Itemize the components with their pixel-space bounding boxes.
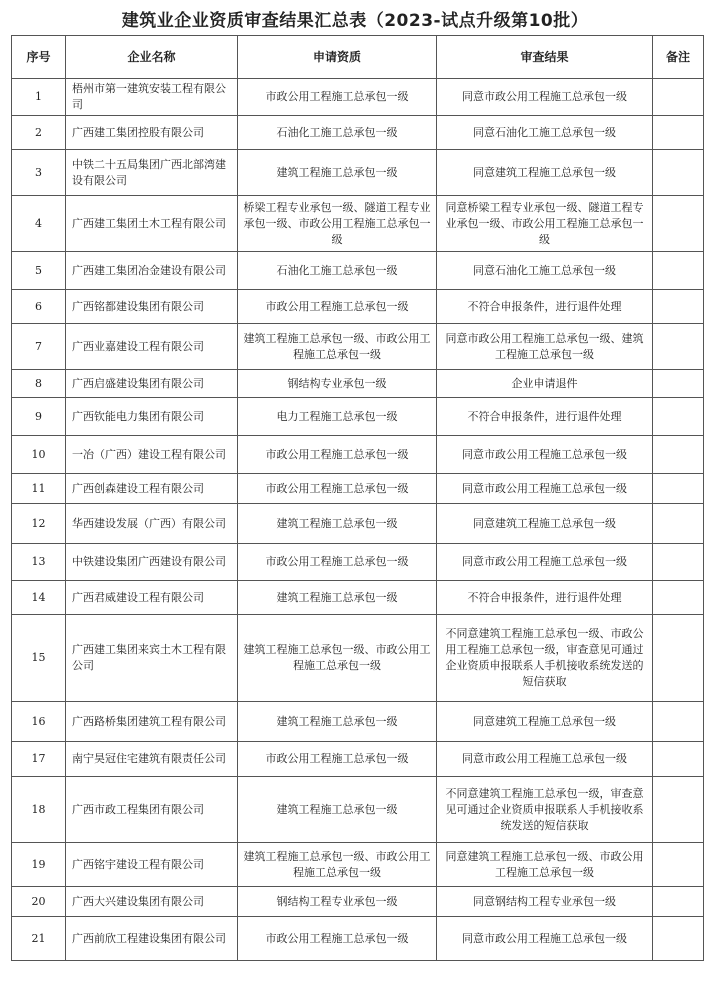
review-result-cell: 同意市政公用工程施工总承包一级: [437, 544, 653, 581]
remark-cell: [653, 324, 704, 370]
serial-cell: 2: [12, 116, 66, 150]
company-name-cell: 广西铭都建设集团有限公司: [66, 290, 238, 324]
table-row: [12, 917, 704, 961]
serial-cell: 13: [12, 544, 66, 581]
review-result-cell: 不同意建筑工程施工总承包一级，审查意见可通过企业资质申报联系人手机接收系统发送的短信获取: [437, 777, 653, 843]
serial-cell: 16: [12, 702, 66, 742]
serial-cell: 7: [12, 324, 66, 370]
remark-cell: [653, 436, 704, 474]
table-row: [12, 196, 704, 252]
table-row: [12, 742, 704, 777]
applied-qualification-cell: 桥梁工程专业承包一级、隧道工程专业承包一级、市政公用工程施工总承包一级: [238, 196, 437, 252]
table-row: [12, 544, 704, 581]
remark-cell: [653, 702, 704, 742]
applied-qualification-cell: 建筑工程施工总承包一级: [238, 504, 437, 544]
company-name-cell: 梧州市第一建筑安装工程有限公司: [66, 79, 238, 116]
table-body: [12, 79, 704, 961]
applied-qualification-cell: 电力工程施工总承包一级: [238, 398, 437, 436]
serial-cell: 20: [12, 887, 66, 917]
remark-cell: [653, 252, 704, 290]
review-result-cell: 不符合申报条件，进行退件处理: [437, 290, 653, 324]
company-name-cell: 广西建工集团来宾土木工程有限公司: [66, 615, 238, 702]
review-result-cell: 同意桥梁工程专业承包一级、隧道工程专业承包一级、市政公用工程施工总承包一级: [437, 196, 653, 252]
serial-cell: 15: [12, 615, 66, 702]
remark-cell: [653, 742, 704, 777]
applied-qualification-cell: 建筑工程施工总承包一级: [238, 150, 437, 196]
remark-cell: [653, 544, 704, 581]
serial-cell: 12: [12, 504, 66, 544]
company-name-cell: 广西业嘉建设工程有限公司: [66, 324, 238, 370]
review-result-cell: 同意市政公用工程施工总承包一级、建筑工程施工总承包一级: [437, 324, 653, 370]
remark-cell: [653, 370, 704, 398]
applied-qualification-cell: 市政公用工程施工总承包一级: [238, 436, 437, 474]
table-row: [12, 843, 704, 887]
company-name-cell: 中铁二十五局集团广西北部湾建设有限公司: [66, 150, 238, 196]
applied-qualification-cell: 建筑工程施工总承包一级、市政公用工程施工总承包一级: [238, 843, 437, 887]
company-name-cell: 广西建工集团土木工程有限公司: [66, 196, 238, 252]
review-result-cell: 同意石油化工施工总承包一级: [437, 116, 653, 150]
serial-cell: 8: [12, 370, 66, 398]
review-result-cell: 不符合申报条件，进行退件处理: [437, 398, 653, 436]
table-row: [12, 777, 704, 843]
review-result-cell: 同意市政公用工程施工总承包一级: [437, 474, 653, 504]
applied-qualification-cell: 建筑工程施工总承包一级: [238, 777, 437, 843]
review-result-cell: 同意石油化工施工总承包一级: [437, 252, 653, 290]
table-row: [12, 504, 704, 544]
remark-cell: [653, 917, 704, 961]
header-serial: 序号: [12, 36, 66, 79]
table-header-row: [12, 36, 704, 79]
review-result-cell: 同意建筑工程施工总承包一级、市政公用工程施工总承包一级: [437, 843, 653, 887]
remark-cell: [653, 290, 704, 324]
review-result-cell: 同意市政公用工程施工总承包一级: [437, 79, 653, 116]
review-result-cell: 同意建筑工程施工总承包一级: [437, 702, 653, 742]
company-name-cell: 广西大兴建设集团有限公司: [66, 887, 238, 917]
company-name-cell: 南宁昊冠住宅建筑有限责任公司: [66, 742, 238, 777]
company-name-cell: 广西创森建设工程有限公司: [66, 474, 238, 504]
remark-cell: [653, 474, 704, 504]
serial-cell: 6: [12, 290, 66, 324]
remark-cell: [653, 398, 704, 436]
remark-cell: [653, 777, 704, 843]
table-row: [12, 398, 704, 436]
results-table: [11, 35, 704, 961]
serial-cell: 3: [12, 150, 66, 196]
serial-cell: 14: [12, 581, 66, 615]
table-row: [12, 150, 704, 196]
table-row: [12, 324, 704, 370]
table-row: [12, 436, 704, 474]
company-name-cell: 广西铭宇建设工程有限公司: [66, 843, 238, 887]
review-result-cell: 不符合申报条件，进行退件处理: [437, 581, 653, 615]
applied-qualification-cell: 钢结构工程专业承包一级: [238, 887, 437, 917]
review-result-cell: 同意钢结构工程专业承包一级: [437, 887, 653, 917]
table-row: [12, 581, 704, 615]
table-row: [12, 79, 704, 116]
applied-qualification-cell: 建筑工程施工总承包一级、市政公用工程施工总承包一级: [238, 615, 437, 702]
applied-qualification-cell: 市政公用工程施工总承包一级: [238, 544, 437, 581]
review-result-cell: 同意建筑工程施工总承包一级: [437, 504, 653, 544]
header-apply: 申请资质: [238, 36, 437, 79]
applied-qualification-cell: 钢结构专业承包一级: [238, 370, 437, 398]
serial-cell: 17: [12, 742, 66, 777]
company-name-cell: 广西建工集团冶金建设有限公司: [66, 252, 238, 290]
applied-qualification-cell: 市政公用工程施工总承包一级: [238, 474, 437, 504]
table-row: [12, 290, 704, 324]
applied-qualification-cell: 市政公用工程施工总承包一级: [238, 742, 437, 777]
company-name-cell: 广西建工集团控股有限公司: [66, 116, 238, 150]
review-result-cell: 同意建筑工程施工总承包一级: [437, 150, 653, 196]
serial-cell: 1: [12, 79, 66, 116]
table-row: [12, 887, 704, 917]
table-row: [12, 702, 704, 742]
header-note: 备注: [653, 36, 704, 79]
applied-qualification-cell: 建筑工程施工总承包一级: [238, 702, 437, 742]
header-result: 审查结果: [437, 36, 653, 79]
table-row: [12, 116, 704, 150]
remark-cell: [653, 196, 704, 252]
applied-qualification-cell: 石油化工施工总承包一级: [238, 252, 437, 290]
applied-qualification-cell: 市政公用工程施工总承包一级: [238, 79, 437, 116]
company-name-cell: 广西启盛建设集团有限公司: [66, 370, 238, 398]
company-name-cell: 一冶（广西）建设工程有限公司: [66, 436, 238, 474]
serial-cell: 9: [12, 398, 66, 436]
remark-cell: [653, 79, 704, 116]
serial-cell: 19: [12, 843, 66, 887]
table-row: [12, 615, 704, 702]
applied-qualification-cell: 市政公用工程施工总承包一级: [238, 917, 437, 961]
company-name-cell: 广西君威建设工程有限公司: [66, 581, 238, 615]
company-name-cell: 广西钦能电力集团有限公司: [66, 398, 238, 436]
table-row: [12, 370, 704, 398]
applied-qualification-cell: 市政公用工程施工总承包一级: [238, 290, 437, 324]
applied-qualification-cell: 石油化工施工总承包一级: [238, 116, 437, 150]
company-name-cell: 广西前欣工程建设集团有限公司: [66, 917, 238, 961]
review-result-cell: 同意市政公用工程施工总承包一级: [437, 436, 653, 474]
applied-qualification-cell: 建筑工程施工总承包一级: [238, 581, 437, 615]
serial-cell: 18: [12, 777, 66, 843]
page-title: 建筑业企业资质审查结果汇总表（2023-试点升级第10批）: [121, 11, 589, 31]
review-result-cell: 企业申请退件: [437, 370, 653, 398]
serial-cell: 4: [12, 196, 66, 252]
remark-cell: [653, 150, 704, 196]
company-name-cell: 广西市政工程集团有限公司: [66, 777, 238, 843]
review-result-cell: 同意市政公用工程施工总承包一级: [437, 917, 653, 961]
applied-qualification-cell: 建筑工程施工总承包一级、市政公用工程施工总承包一级: [238, 324, 437, 370]
remark-cell: [653, 615, 704, 702]
company-name-cell: 广西路桥集团建筑工程有限公司: [66, 702, 238, 742]
remark-cell: [653, 581, 704, 615]
serial-cell: 21: [12, 917, 66, 961]
table-row: [12, 474, 704, 504]
company-name-cell: 华西建设发展（广西）有限公司: [66, 504, 238, 544]
table-row: [12, 252, 704, 290]
review-result-cell: 不同意建筑工程施工总承包一级、市政公用工程施工总承包一级，审查意见可通过企业资质申报联系人手机接收系统发送的短信获取: [437, 615, 653, 702]
company-name-cell: 中铁建设集团广西建设有限公司: [66, 544, 238, 581]
remark-cell: [653, 887, 704, 917]
serial-cell: 11: [12, 474, 66, 504]
header-company: 企业名称: [66, 36, 238, 79]
remark-cell: [653, 843, 704, 887]
remark-cell: [653, 116, 704, 150]
serial-cell: 10: [12, 436, 66, 474]
review-result-cell: 同意市政公用工程施工总承包一级: [437, 742, 653, 777]
remark-cell: [653, 504, 704, 544]
serial-cell: 5: [12, 252, 66, 290]
